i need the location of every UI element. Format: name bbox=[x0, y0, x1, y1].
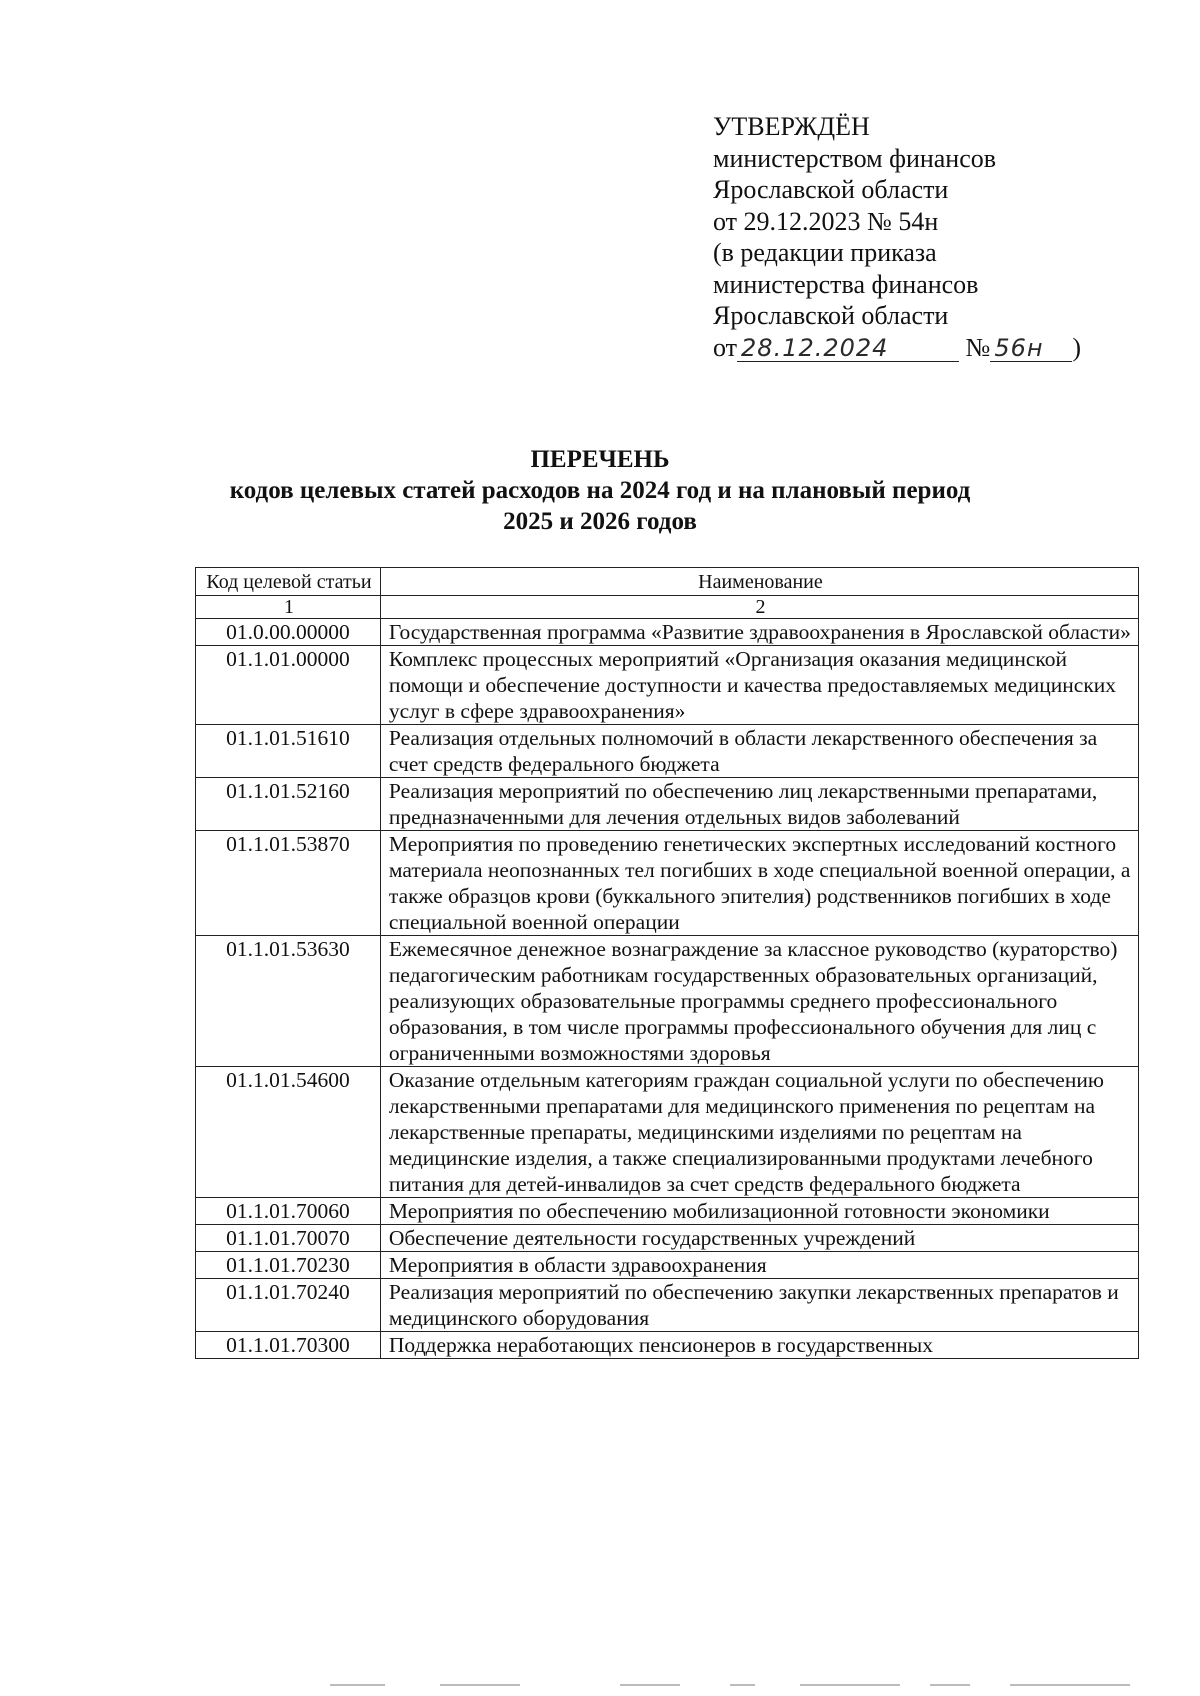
document-title bbox=[0, 444, 1200, 537]
table-row bbox=[196, 936, 1139, 1067]
closing-paren: ) bbox=[1072, 332, 1082, 362]
column-header-name: Наименование bbox=[380, 568, 1138, 596]
handwritten-date: 28.12.2024 bbox=[741, 333, 889, 362]
approval-stamp-block bbox=[713, 111, 1081, 363]
row-name-cell: Мероприятия в области здравоохранения bbox=[380, 1252, 1138, 1279]
target-codes-table bbox=[195, 567, 1139, 1359]
row-code-cell: 01.1.01.70070 bbox=[196, 1225, 381, 1252]
row-name-cell: Мероприятия по проведению генетических экспертных исследований костного материала неопознанных тел погибших в ходе специальной военной операции, а также образцов крови (буккального эпителия) родственников погибших в ходе специальной военной операции bbox=[380, 831, 1138, 936]
scan-edge-marks bbox=[330, 1684, 1180, 1687]
row-name-cell: Поддержка неработающих пенсионеров в государственных bbox=[380, 1332, 1138, 1359]
row-name-cell: Ежемесячное денежное вознаграждение за классное руководство (кураторство) педагогическим работникам государственных образовательных организаций, реализующих образовательные программы среднего профессионального образования, в том числе программы профессионального обучения для лиц с ограниченными возможностями здоровья bbox=[380, 936, 1138, 1067]
table-row bbox=[196, 1332, 1139, 1359]
table-row bbox=[196, 1225, 1139, 1252]
row-code-cell: 01.1.01.70300 bbox=[196, 1332, 381, 1359]
date-field bbox=[737, 335, 959, 362]
row-name-cell: Оказание отдельным категориям граждан социальной услуги по обеспечению лекарственными препаратами для медицинского применения по рецептам на лекарственные препараты, медицинскими изделиями по рецептам на медицинские изделия, а также специализированными продуктами лечебного питания для детей-инвалидов за счет средств федерального бюджета bbox=[380, 1067, 1138, 1198]
row-name-cell: Реализация мероприятий по обеспечению лиц лекарственными препаратами, предназначенными для лечения отдельных видов заболеваний bbox=[380, 778, 1138, 831]
number-label: № bbox=[965, 332, 991, 362]
table-row bbox=[196, 778, 1139, 831]
table-row bbox=[196, 1198, 1139, 1225]
approval-line-2: Ярославской области bbox=[713, 175, 949, 204]
table-row bbox=[196, 646, 1139, 725]
approval-line-6: Ярославской области bbox=[713, 301, 949, 330]
table-header-row bbox=[196, 568, 1139, 596]
row-code-cell: 01.1.01.54600 bbox=[196, 1067, 381, 1198]
approval-line-3: от 29.12.2023 № 54н bbox=[713, 206, 939, 236]
row-name-cell: Реализация отдельных полномочий в области лекарственного обеспечения за счет средств федерального бюджета bbox=[380, 725, 1138, 778]
row-code-cell: 01.1.01.53870 bbox=[196, 831, 381, 936]
approval-date-number-line bbox=[713, 332, 1081, 364]
approval-line-4: (в редакции приказа bbox=[713, 238, 937, 267]
column-number-1: 1 bbox=[196, 596, 381, 619]
table-row bbox=[196, 725, 1139, 778]
row-code-cell: 01.1.01.52160 bbox=[196, 778, 381, 831]
row-name-cell: Мероприятия по обеспечению мобилизационной готовности экономики bbox=[380, 1198, 1138, 1225]
row-name-cell: Реализация мероприятий по обеспечению закупки лекарственных препаратов и медицинского оборудования bbox=[380, 1279, 1138, 1332]
row-name-cell: Комплекс процессных мероприятий «Организация оказания медицинской помощи и обеспечение доступности и качества предоставляемых медицинских услуг в сфере здравоохранения» bbox=[380, 646, 1138, 725]
handwritten-number: 56н bbox=[994, 333, 1044, 362]
column-header-code: Код целевой статьи bbox=[196, 568, 381, 596]
table-row bbox=[196, 831, 1139, 936]
row-code-cell: 01.0.00.00000 bbox=[196, 619, 381, 646]
column-number-row bbox=[196, 596, 1139, 619]
row-code-cell: 01.1.01.51610 bbox=[196, 725, 381, 778]
row-code-cell: 01.1.01.00000 bbox=[196, 646, 381, 725]
approval-line-5: министерства финансов bbox=[713, 269, 979, 299]
title-line-2: кодов целевых статей расходов на 2024 год и на плановый период bbox=[229, 477, 971, 504]
row-code-cell: 01.1.01.53630 bbox=[196, 936, 381, 1067]
title-line-1: ПЕРЕЧЕНЬ bbox=[530, 446, 670, 473]
number-field bbox=[990, 335, 1072, 362]
from-label: от bbox=[713, 332, 738, 362]
row-code-cell: 01.1.01.70240 bbox=[196, 1279, 381, 1332]
title-line-3: 2025 и 2026 годов bbox=[503, 508, 697, 535]
table-row bbox=[196, 1279, 1139, 1332]
table-row bbox=[196, 1252, 1139, 1279]
table-row bbox=[196, 619, 1139, 646]
approval-heading: УТВЕРЖДЁН bbox=[713, 112, 870, 141]
column-number-2: 2 bbox=[380, 596, 1138, 619]
table-row bbox=[196, 1067, 1139, 1198]
approval-line-1: министерством финансов bbox=[713, 143, 997, 173]
row-code-cell: 01.1.01.70230 bbox=[196, 1252, 381, 1279]
table-body bbox=[196, 619, 1139, 1359]
row-code-cell: 01.1.01.70060 bbox=[196, 1198, 381, 1225]
row-name-cell: Обеспечение деятельности государственных учреждений bbox=[380, 1225, 1138, 1252]
row-name-cell: Государственная программа «Развитие здравоохранения в Ярославской области» bbox=[380, 619, 1138, 646]
